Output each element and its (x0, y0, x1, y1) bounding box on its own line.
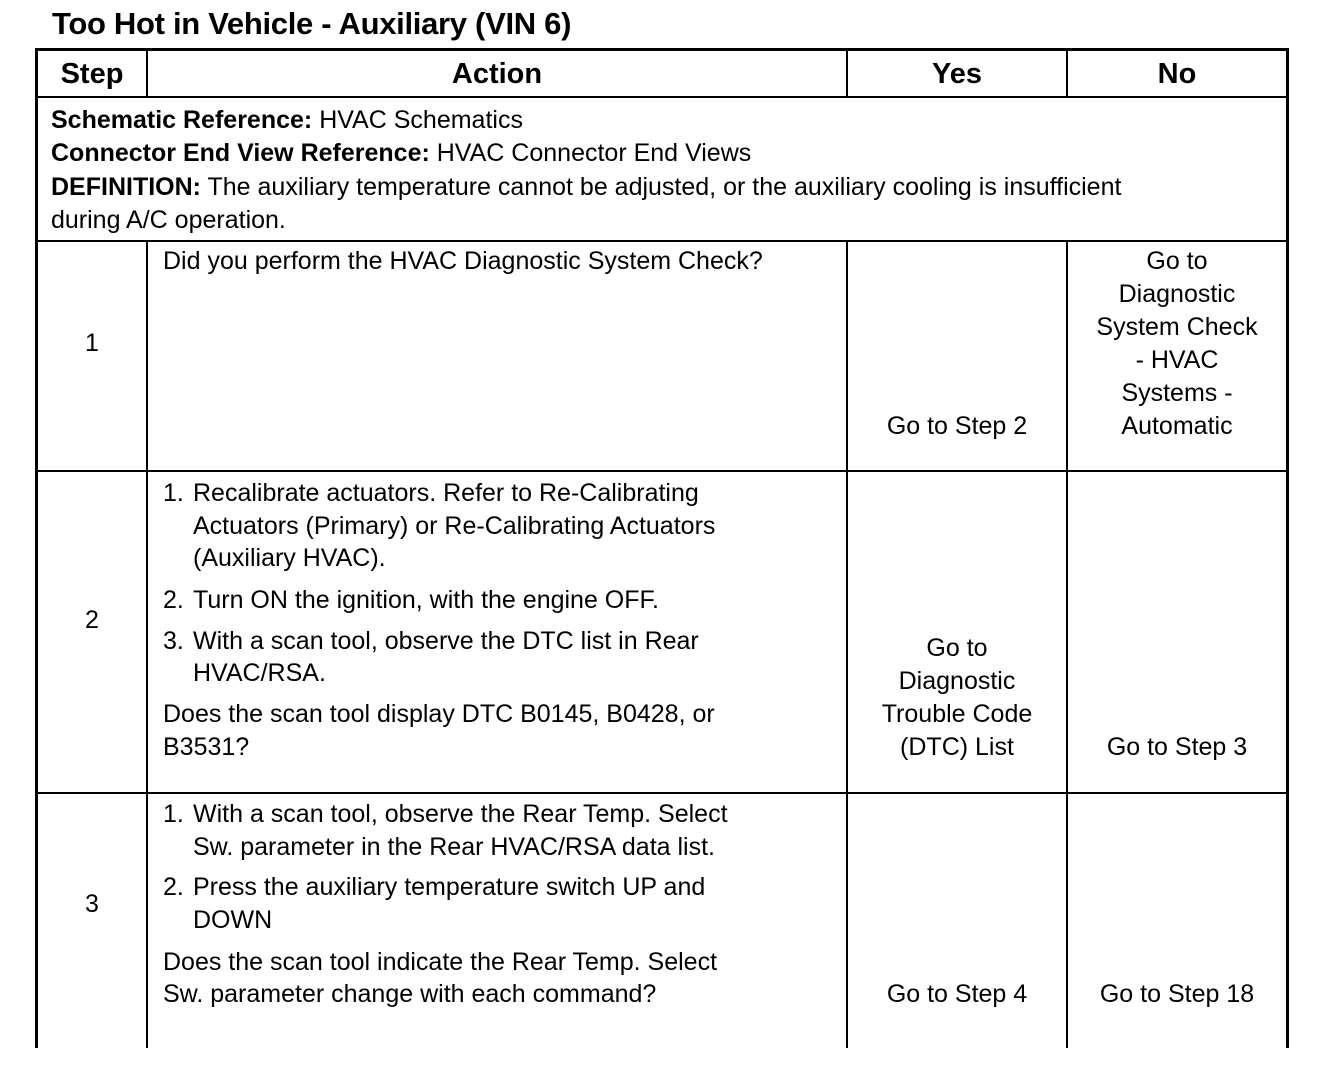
step-2-no-line: Go to Step 3 (1106, 733, 1248, 761)
step-1-no-line: Diagnostic (1118, 280, 1236, 308)
step-1-no (1068, 245, 1286, 443)
step-3-yes (848, 978, 1066, 1011)
col-divider-step (146, 240, 148, 1048)
step-3-item-1-line: Sw. parameter in the Rear HVAC/RSA data list. (193, 833, 715, 861)
step-number-1: 1 (85, 329, 99, 357)
step-1-yes (848, 410, 1066, 443)
step-2-item-1-line: Actuators (Primary) or Re-Calibrating Actuators (193, 512, 716, 540)
step-1-no-line: Go to (1146, 247, 1208, 275)
connector-value: HVAC Connector End Views (436, 139, 752, 167)
header-no: No (1157, 57, 1197, 90)
step-2-item-2-line: Turn ON the ignition, with the engine OFF. (193, 586, 659, 614)
step-2-no (1068, 731, 1286, 764)
step-3-question-line: Does the scan tool indicate the Rear Temp. Select (163, 948, 718, 976)
row-divider-1 (35, 470, 1289, 472)
step-3-question-line: Sw. parameter change with each command? (163, 980, 657, 1008)
step-2-item-2-number: 2. (163, 586, 184, 614)
step-3-item-2-number: 2. (163, 873, 184, 901)
header-divider (35, 96, 1289, 98)
connector-label: Connector End View Reference: (51, 139, 430, 167)
step-number-2: 2 (85, 606, 99, 634)
step-2-item-3-line: With a scan tool, observe the DTC list in Rear (193, 627, 699, 655)
step-1-question: Did you perform the HVAC Diagnostic System Check? (163, 247, 763, 275)
step-2-yes (848, 632, 1066, 764)
step-1-no-line: - HVAC (1135, 346, 1219, 374)
step-3-item-2-line: Press the auxiliary temperature switch UP and (193, 873, 706, 901)
step-2-item-3-line: HVAC/RSA. (193, 659, 326, 687)
step-2-item-1-line: Recalibrate actuators. Refer to Re-Calibrating (193, 479, 699, 507)
row-divider-2 (35, 792, 1289, 794)
step-2-yes-line: Diagnostic (898, 667, 1016, 695)
schematic-value: HVAC Schematics (319, 106, 523, 134)
step-2-question-line: B3531? (163, 733, 250, 761)
header-action: Action (451, 57, 543, 90)
step-3-no-line: Go to Step 18 (1099, 980, 1255, 1008)
step-2-item-3-number: 3. (163, 627, 184, 655)
step-3-item-1-line: With a scan tool, observe the Rear Temp. Select (193, 800, 728, 828)
step-2-yes-line: (DTC) List (900, 733, 1014, 761)
definition-label: DEFINITION: (51, 173, 201, 201)
definition (51, 171, 1121, 204)
step-2-item-1-number: 1. (163, 479, 184, 507)
schematic-reference (51, 104, 523, 137)
step-number-3: 3 (85, 890, 99, 918)
step-2-yes-line: Go to (926, 634, 988, 662)
definition-text-continued: during A/C operation. (51, 206, 286, 234)
header-yes: Yes (932, 57, 982, 90)
definition-text: The auxiliary temperature cannot be adjusted, or the auxiliary cooling is insufficient (207, 173, 1122, 201)
step-3-no (1068, 978, 1286, 1011)
connector-reference (51, 137, 751, 170)
page-title: Too Hot in Vehicle - Auxiliary (VIN 6) (52, 6, 572, 41)
step-1-yes-line: Go to Step 2 (886, 412, 1028, 440)
schematic-label: Schematic Reference: (51, 106, 313, 134)
header-step: Step (60, 57, 124, 90)
step-3-yes-line: Go to Step 4 (886, 980, 1028, 1008)
step-3-item-2-line: DOWN (193, 906, 273, 934)
step-1-no-line: System Check (1096, 313, 1258, 341)
step-2-yes-line: Trouble Code (881, 700, 1033, 728)
step-1-no-line: Automatic (1121, 412, 1233, 440)
intro-divider (35, 240, 1289, 242)
step-2-question-line: Does the scan tool display DTC B0145, B0428, or (163, 700, 715, 728)
step-1-no-line: Systems - (1121, 379, 1233, 407)
step-2-item-1-line: (Auxiliary HVAC). (193, 544, 386, 572)
step-3-item-1-number: 1. (163, 800, 184, 828)
